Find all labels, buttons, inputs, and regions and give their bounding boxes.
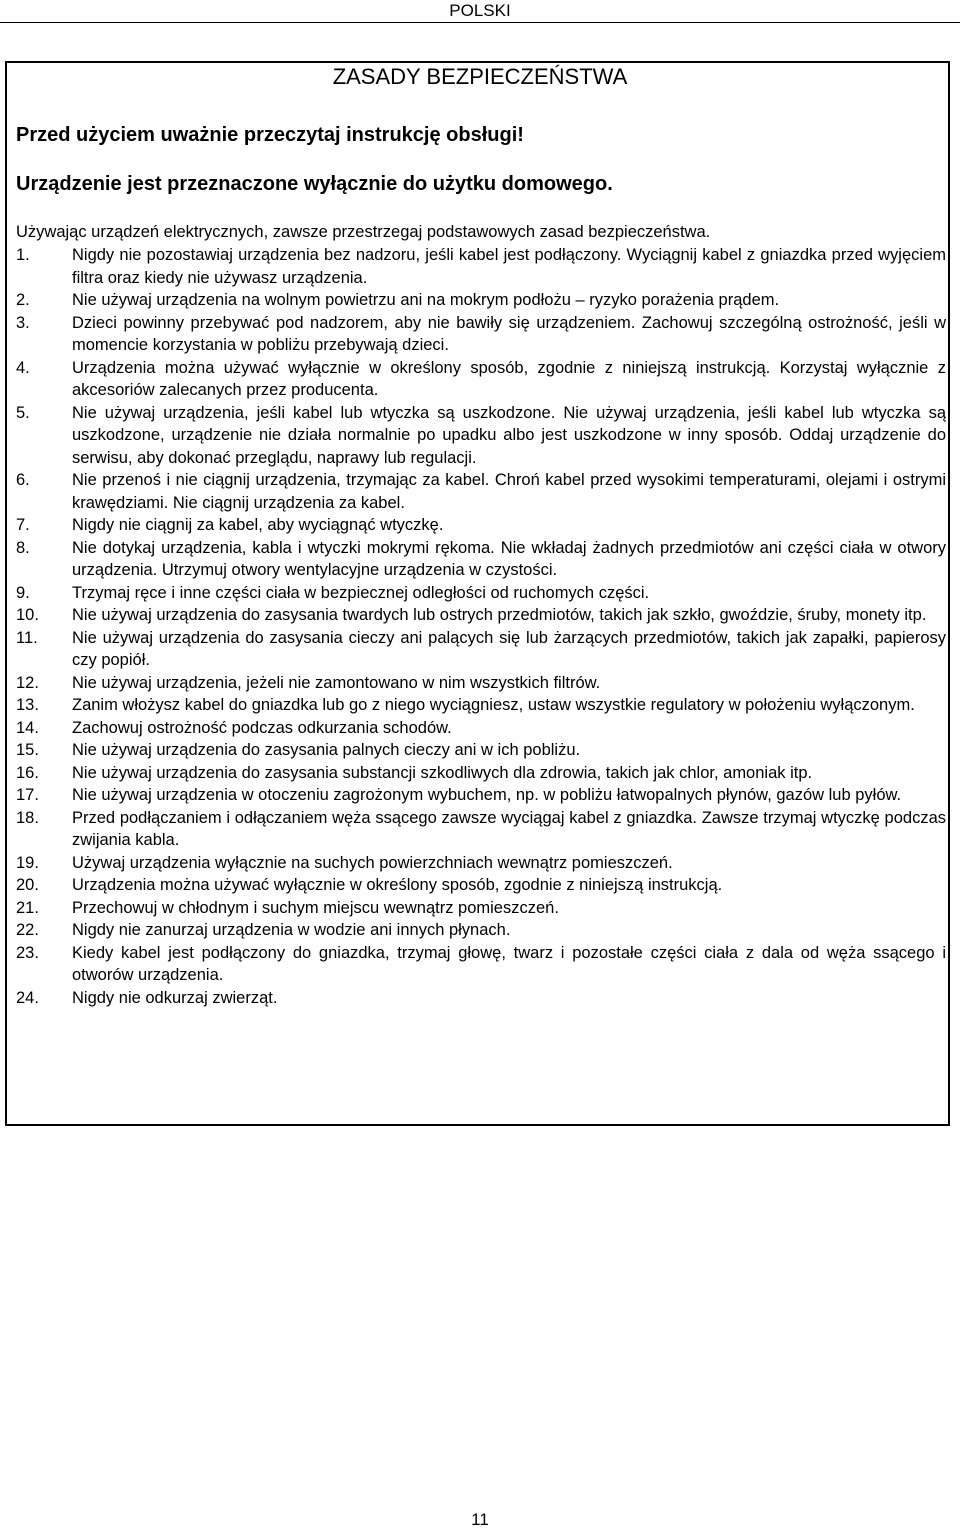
- rule-text: Urządzenia można używać wyłącznie w określony sposób, zgodnie z niniejszą instrukcją.: [72, 876, 723, 894]
- rule-text: Nie używaj urządzenia, jeśli kabel lub wtyczka są uszkodzone. Nie używaj urządzenia, jeśli kabel lub wtyczka są uszkodzone, urządzenie nie działa normalnie po upadku albo jest uszkodzone w inny sposób. Oddaj urządzenie do serwisu, aby dokonać przeglądu, naprawy lub regulacji.: [72, 403, 946, 467]
- list-item: [16, 672, 946, 695]
- rule-number: 8.: [16, 538, 30, 557]
- rule-text: Nie używaj urządzenia w otoczeniu zagrożonym wybuchem, np. w pobliżu łatwopalnych płynów, gazów lub pyłów.: [72, 786, 902, 804]
- rule-text: Nie używaj urządzenia do zasysania palnych cieczy ani w ich pobliżu.: [72, 741, 581, 759]
- list-item: [16, 874, 946, 897]
- rule-text: Nie używaj urządzenia, jeżeli nie zamontowano w nim wszystkich filtrów.: [72, 673, 601, 692]
- list-item: [16, 627, 946, 672]
- list-item: [16, 582, 946, 605]
- rule-text: Nie używaj urządzenia do zasysania cieczy ani palących się lub żarzących przedmiotów, takich jak zapałki, papierosy czy popiół.: [72, 628, 946, 669]
- read-instructions-warning: Przed użyciem uważnie przeczytaj instrukcję obsługi!: [16, 124, 524, 146]
- rule-number: 1.: [16, 246, 30, 264]
- rule-text: Dzieci powinny przebywać pod nadzorem, aby nie bawiły się urządzeniem. Zachowuj szczególną ostrożność, jeśli w momencie korzystania w pobliżu przebywają dzieci.: [72, 313, 946, 354]
- rule-number: 7.: [16, 516, 30, 534]
- household-use-warning: Urządzenie jest przeznaczone wyłącznie do użytku domowego.: [16, 173, 613, 195]
- rule-text: Zanim włożysz kabel do gniazdka lub go z niego wyciągniesz, ustaw wszystkie regulatory w położeniu wyłączonym.: [72, 696, 915, 714]
- list-item: [16, 469, 946, 514]
- list-item: [16, 289, 946, 312]
- rule-number: 16.: [16, 763, 39, 782]
- rule-number: 4.: [16, 358, 30, 377]
- rule-number: 3.: [16, 313, 30, 332]
- rule-number: 10.: [16, 606, 39, 624]
- rule-text: Nie dotykaj urządzenia, kabla i wtyczki mokrymi rękoma. Nie wkładaj żadnych przedmiotów ani części ciała w otwory urządzenia. Utrzymuj otwory wentylacyjne urządzenia w czystości.: [72, 538, 946, 579]
- language-header: POLSKI: [0, 0, 960, 23]
- page-title: ZASADY BEZPIECZEŃSTWA: [332, 64, 628, 89]
- rule-text: Trzymaj ręce i inne części ciała w bezpiecznej odległości od ruchomych części.: [72, 583, 650, 602]
- rule-number: 17.: [16, 786, 39, 804]
- rule-number: 9.: [16, 583, 30, 602]
- rule-text: Nigdy nie odkurzaj zwierząt.: [72, 988, 278, 1007]
- list-item: [16, 784, 946, 807]
- rule-text: Nigdy nie ciągnij za kabel, aby wyciągnąć wtyczkę.: [72, 516, 444, 534]
- rule-text: Zachowuj ostrożność podczas odkurzania schodów.: [72, 718, 452, 737]
- list-item: [16, 852, 946, 875]
- list-item: [16, 514, 946, 537]
- rule-text: Przechowuj w chłodnym i suchym miejscu wewnątrz pomieszczeń.: [72, 898, 559, 917]
- rule-number: 20.: [16, 876, 39, 894]
- intro-text: Używając urządzeń elektrycznych, zawsze przestrzegaj podstawowych zasad bezpieczeństwa.: [16, 223, 711, 241]
- list-item: [16, 919, 946, 942]
- list-item: [16, 402, 946, 470]
- rule-number: 12.: [16, 673, 39, 692]
- list-item: [16, 244, 946, 289]
- rule-text: Kiedy kabel jest podłączony do gniazdka, trzymaj głowę, twarz i pozostałe części ciała z dala od węża ssącego i otworów urządzenia.: [72, 943, 946, 984]
- rule-number: 2.: [16, 291, 30, 309]
- list-item: [16, 357, 946, 402]
- list-item: [16, 762, 946, 785]
- list-item: [16, 739, 946, 762]
- rule-number: 23.: [16, 943, 39, 962]
- rule-text: Nie używaj urządzenia do zasysania substancji szkodliwych dla zdrowia, takich jak chlor, amoniak itp.: [72, 763, 813, 782]
- list-item: [16, 942, 946, 987]
- rule-number: 11.: [16, 628, 38, 647]
- list-item: [16, 604, 946, 627]
- rule-number: 15.: [16, 741, 39, 759]
- list-item: [16, 807, 946, 852]
- rule-number: 6.: [16, 471, 30, 489]
- list-item: [16, 694, 946, 717]
- list-item: [16, 987, 946, 1010]
- rule-number: 5.: [16, 403, 30, 422]
- rule-number: 14.: [16, 718, 39, 737]
- list-item: [16, 897, 946, 920]
- rule-text: Urządzenia można używać wyłącznie w określony sposób, zgodnie z niniejszą instrukcją. Korzystaj wyłącznie z akcesoriów zalecanych przez producenta.: [72, 358, 946, 399]
- rule-text: Nigdy nie zanurzaj urządzenia w wodzie ani innych płynach.: [72, 921, 511, 939]
- safety-rules-list: [16, 244, 946, 1009]
- rule-number: 22.: [16, 921, 39, 939]
- rule-text: Nie używaj urządzenia na wolnym powietrzu ani na mokrym podłożu – ryzyko porażenia prądem.: [72, 291, 780, 309]
- rule-text: Nie używaj urządzenia do zasysania twardych lub ostrych przedmiotów, takich jak szkło, gwoździe, śruby, monety itp.: [72, 606, 927, 624]
- rule-number: 24.: [16, 988, 39, 1007]
- rule-number: 21.: [16, 898, 39, 917]
- rule-number: 13.: [16, 696, 39, 714]
- rule-text: Używaj urządzenia wyłącznie na suchych powierzchniach wewnątrz pomieszczeń.: [72, 853, 673, 872]
- page-number: 11: [471, 1510, 489, 1529]
- list-item: [16, 312, 946, 357]
- rule-text: Nie przenoś i nie ciągnij urządzenia, trzymając za kabel. Chroń kabel przed wysokimi temperaturami, olejami i ostrymi krawędziami. Nie ciągnij urządzenia za kabel.: [72, 471, 946, 512]
- rule-number: 18.: [16, 808, 39, 827]
- rule-number: 19.: [16, 853, 39, 872]
- rule-text: Nigdy nie pozostawiaj urządzenia bez nadzoru, jeśli kabel jest podłączony. Wyciągnij kabel z gniazdka przed wyjęciem filtra oraz kiedy nie używasz urządzenia.: [72, 246, 946, 287]
- list-item: [16, 717, 946, 740]
- rule-text: Przed podłączaniem i odłączaniem węża ssącego zawsze wyciągaj kabel z gniazdka. Zawsze trzymaj wtyczkę podczas zwijania kabla.: [72, 808, 946, 849]
- list-item: [16, 537, 946, 582]
